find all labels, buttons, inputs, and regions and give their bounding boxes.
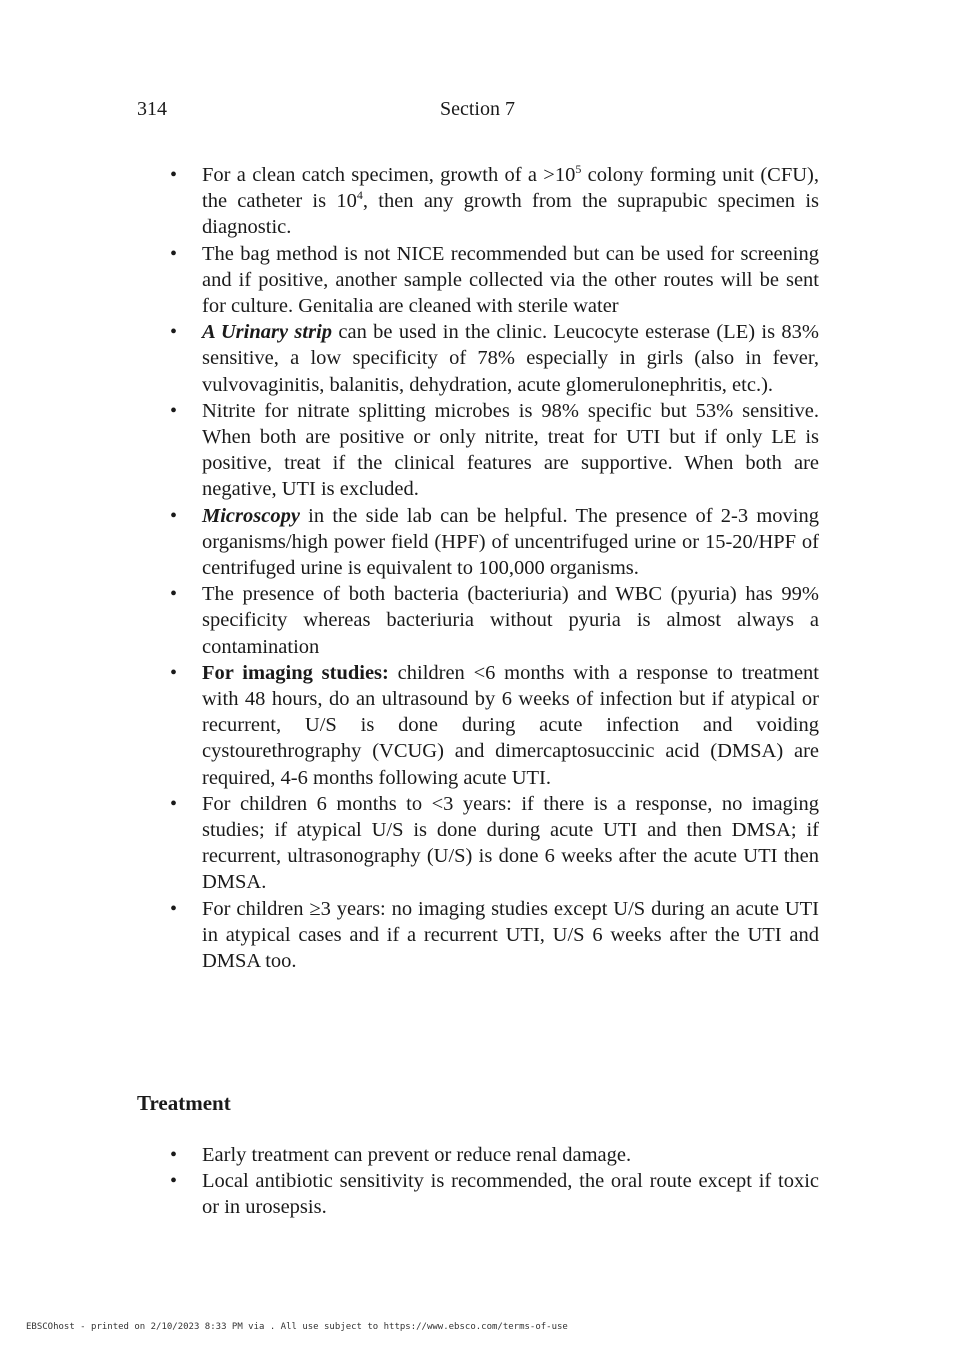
- list-item-text: For imaging studies: children <6 months with a response to treatment with 48 hours, do an ultrasound by 6 weeks of infection but if atypical or recurrent, U/S is done during acute infection and voiding cystourethrography (VCUG) and dimercaptosuccinic acid (DMSA) are required, 4-6 months following acute UTI.: [202, 661, 819, 789]
- bullet-icon: •: [170, 1144, 178, 1166]
- list-item-text: A Urinary strip can be used in the clinic. Leucocyte esterase (LE) is 83% sensitive, a low specificity of 78% especially in girls (also in fever, vulvovaginitis, balanitis, dehydration, acute glomerulonephritis, etc.).: [202, 321, 819, 396]
- list-item: [170, 1142, 819, 1168]
- emphasis-term: A Urinary strip: [202, 321, 333, 344]
- bullet-icon: •: [170, 792, 178, 815]
- list-item: [170, 319, 819, 398]
- list-item-text: Early treatment can prevent or reduce renal damage.: [202, 1144, 632, 1166]
- bullet-icon: •: [170, 164, 178, 186]
- findings-list: [170, 162, 819, 974]
- bullet-icon: •: [170, 583, 178, 606]
- list-item: [170, 660, 819, 791]
- page-number: 314: [137, 98, 167, 120]
- bullet-icon: •: [170, 242, 178, 265]
- list-item-text: For children ≥3 years: no imaging studies except U/S during an acute UTI in atypical cases and if a recurrent UTI, U/S 6 weeks after the UTI and DMSA too.: [202, 897, 819, 973]
- print-footer: EBSCOhost - printed on 2/10/2023 8:33 PM via . All use subject to https://www.ebsco.com/terms-of-use: [26, 1322, 568, 1332]
- bullet-icon: •: [170, 897, 178, 920]
- bullet-icon: •: [170, 504, 178, 527]
- list-item: [170, 1168, 819, 1220]
- list-item: [170, 896, 819, 975]
- superscript: 4: [356, 188, 363, 203]
- list-item-text: For a clean catch specimen, growth of $a >10^5$ colony forming unit (CFU), the catheter is $10^4$, then any growth from the suprapubic specimen is diagnostic.: [202, 162, 819, 239]
- list-item-text: The bag method is not NICE recommended but can be used for screening and if positive, another sample collected via the other routes will be sent for culture. Genitalia are cleaned with sterile water: [202, 242, 819, 318]
- bullet-icon: •: [170, 661, 178, 684]
- emphasis-term: For imaging studies:: [202, 661, 389, 684]
- list-item-text: Microscopy in the side lab can be helpful. The presence of 2-3 moving organisms/high power field (HPF) of uncentrifuged urine or 15-20/HPF of centrifuged urine is equivalent to 100,000 organisms.: [202, 504, 819, 580]
- treatment-list: [170, 1142, 819, 1221]
- list-item-text: The presence of both bacteria (bacteriuria) and WBC (pyuria) has 99% specificity whereas bacteriuria without pyuria is almost always a contamination: [202, 583, 819, 658]
- bullet-icon: •: [170, 399, 178, 422]
- list-item: [170, 791, 819, 896]
- list-item-text: Local antibiotic sensitivity is recommended, the oral route except if toxic or in urosepsis.: [202, 1170, 819, 1219]
- list-item: [170, 162, 819, 241]
- bullet-icon: •: [170, 321, 178, 344]
- bullet-icon: •: [170, 1170, 178, 1193]
- list-item-text: Nitrite for nitrate splitting microbes is 98% specific but 53% sensitive. When both are positive or only nitrite, treat for UTI but if only LE is positive, treat if the clinical features are supportive. When both are negative, UTI is excluded.: [202, 399, 819, 501]
- list-item: [170, 503, 819, 582]
- emphasis-term: Microscopy: [202, 504, 300, 527]
- list-item: [170, 581, 819, 660]
- section-heading-treatment: Treatment: [137, 1091, 231, 1115]
- list-item: [170, 241, 819, 320]
- list-item: [170, 398, 819, 503]
- list-item-text: For children 6 months to <3 years: if there is a response, no imaging studies; if atypical U/S is done during acute UTI and then DMSA; if recurrent, ultrasonography (U/S) is done 6 weeks after the acute UTI then DMSA.: [202, 792, 819, 894]
- running-head: Section 7: [440, 98, 515, 120]
- superscript: 5: [575, 162, 582, 177]
